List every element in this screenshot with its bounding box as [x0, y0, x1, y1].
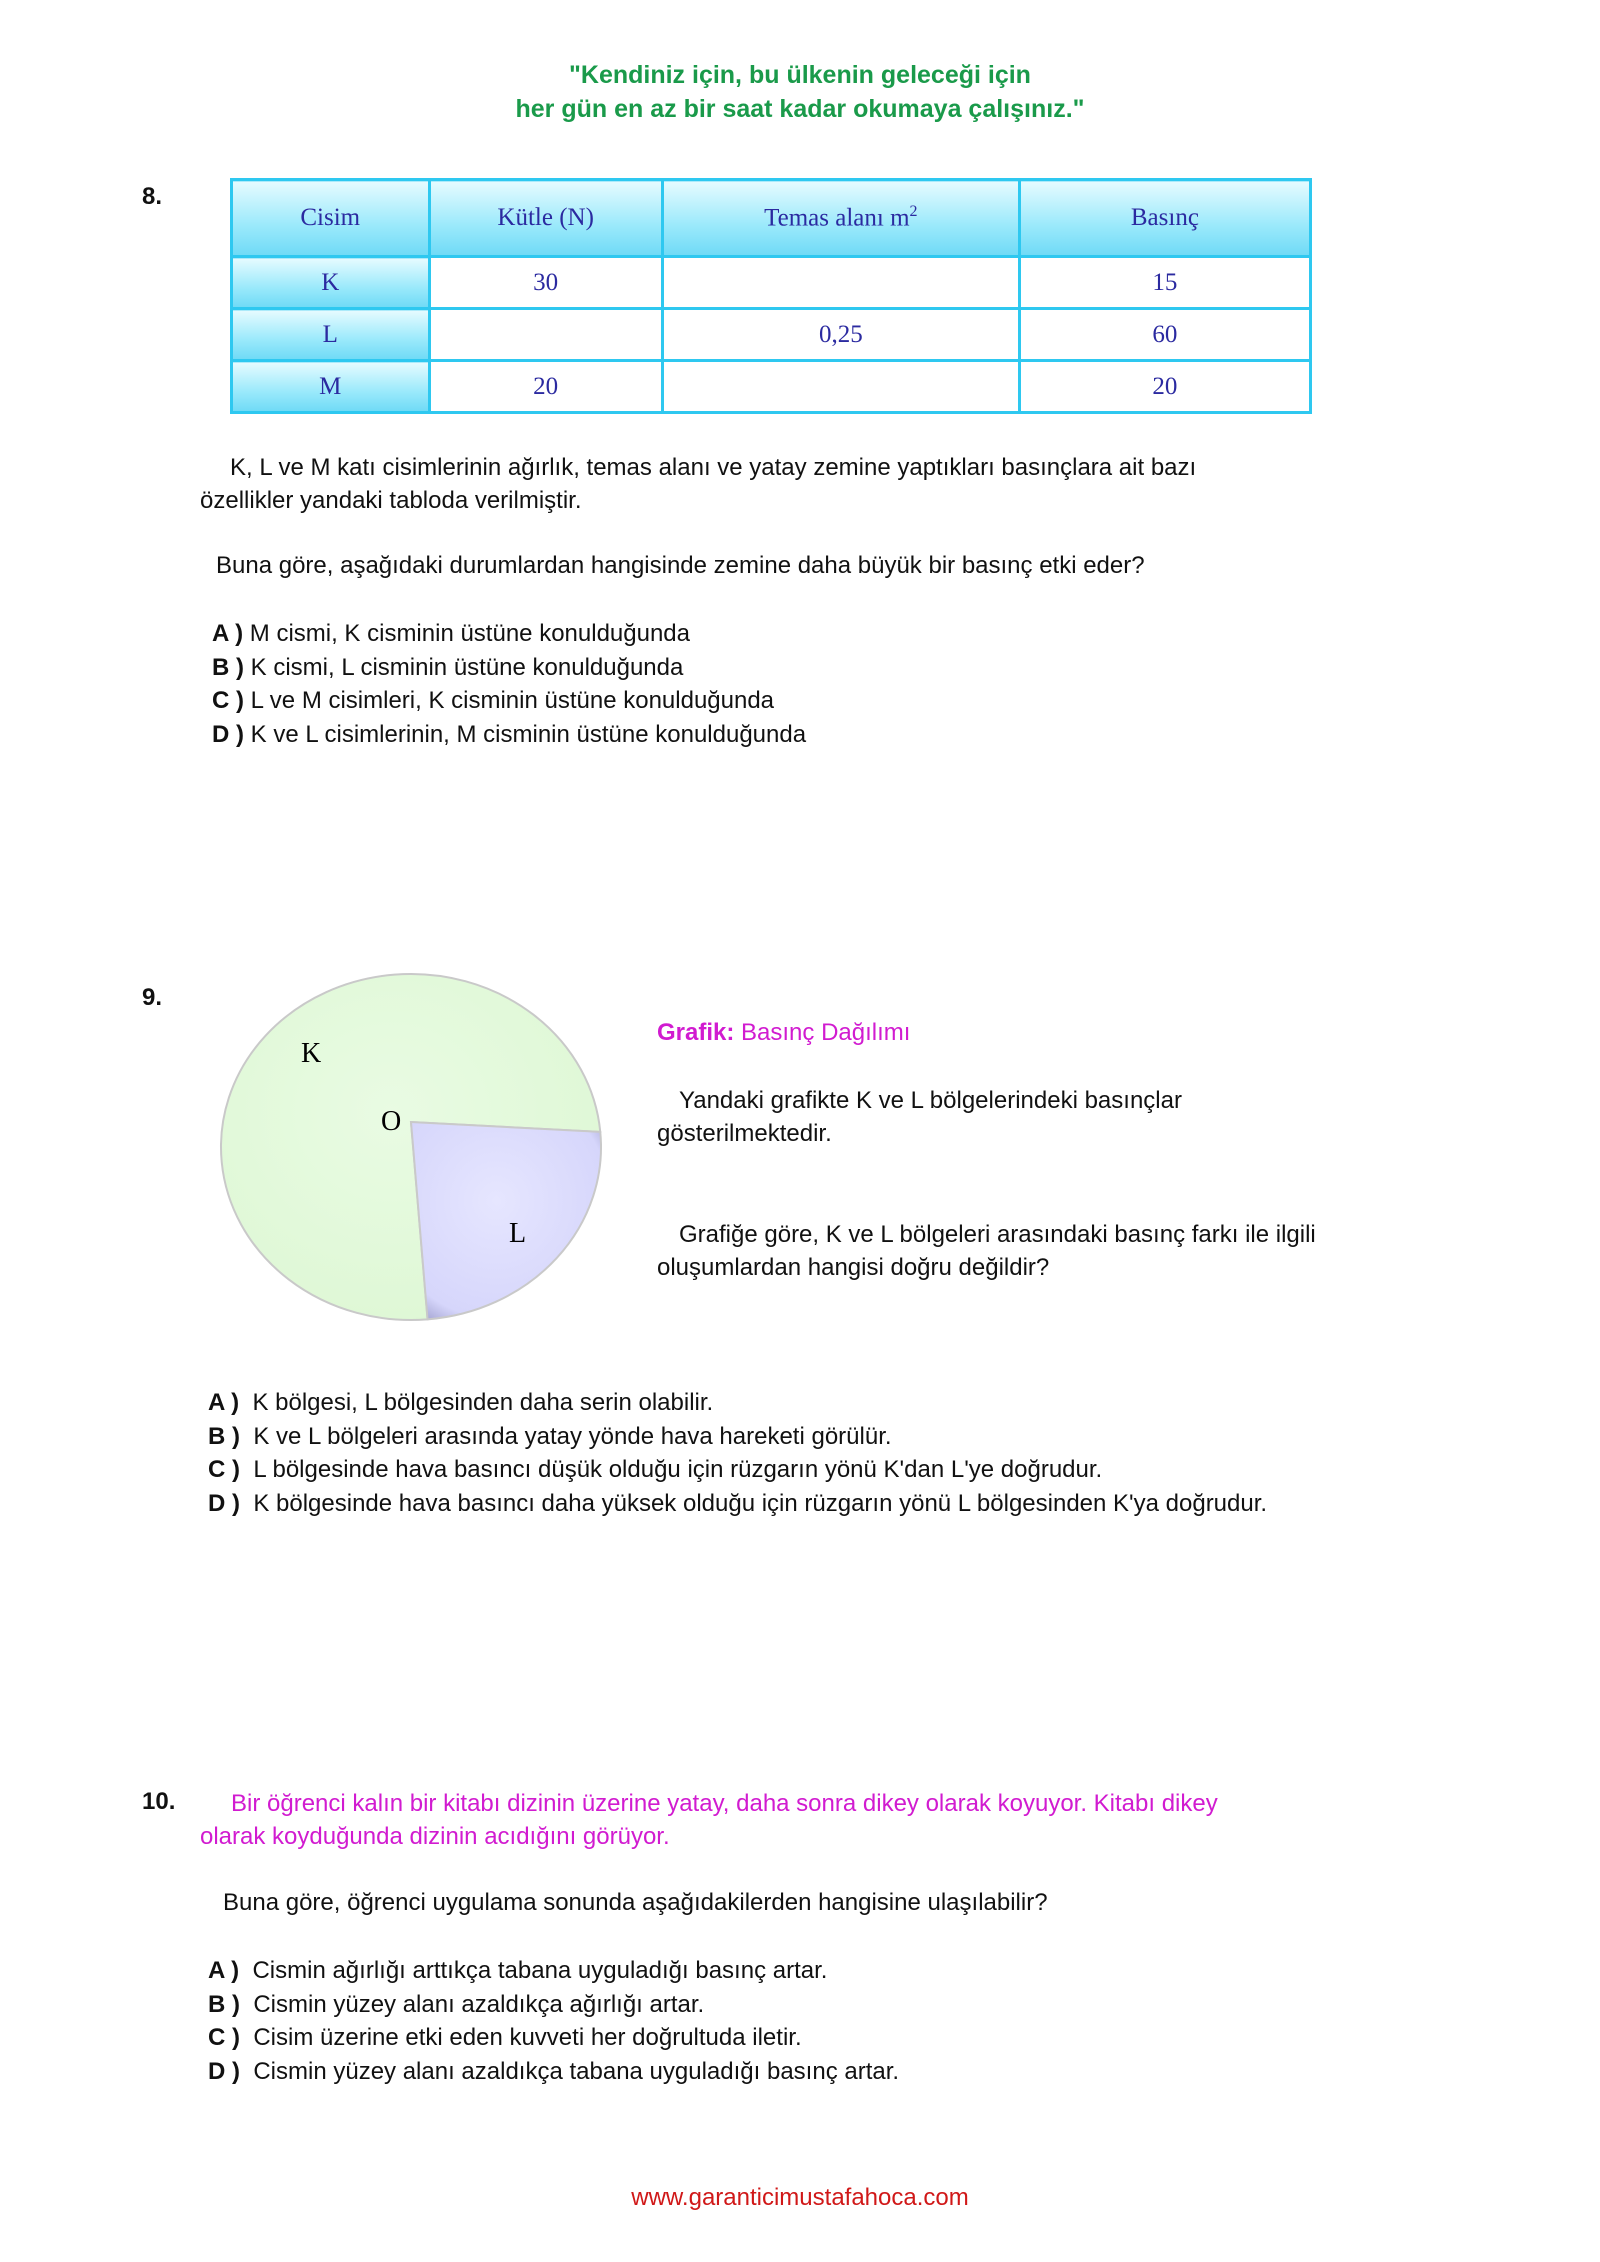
q9-question-line-1: Grafiğe göre, K ve L bölgeleri arasındaki basınç farkı ile ilgili: [679, 1221, 1316, 1248]
option-d[interactable]: [208, 2055, 899, 2089]
pie-label-l: L: [509, 1218, 527, 1249]
grafik-caption: [657, 1016, 910, 1049]
option-c[interactable]: [212, 684, 806, 718]
option-letter: D ): [208, 2057, 240, 2085]
header-line-1: "Kendiniz için, bu ülkenin geleceği için: [569, 61, 1031, 89]
option-text: L ve M cisimleri, K cisminin üstüne konulduğunda: [250, 687, 775, 714]
option-text: K bölgesi, L bölgesinden daha serin olabilir.: [252, 1389, 714, 1416]
question-9-number: 9.: [142, 984, 163, 1011]
option-a[interactable]: [208, 1954, 899, 1988]
option-text: K bölgesinde hava basıncı daha yüksek olduğu için rüzgarın yönü L bölgesinden K'ya doğrudur.: [253, 1489, 1268, 1517]
table-cell: L: [232, 309, 430, 361]
properties-table: [230, 178, 1312, 414]
option-b[interactable]: [208, 1988, 899, 2022]
option-c[interactable]: [208, 2021, 899, 2055]
option-text: L bölgesinde hava basıncı düşük olduğu için rüzgarın yönü K'dan L'ye doğrudur.: [253, 1456, 1103, 1483]
option-text: Cisim üzerine etki eden kuvveti her doğrultuda iletir.: [253, 2024, 802, 2051]
table-header-superscript: 2: [909, 203, 918, 221]
option-letter: B ): [208, 1422, 240, 1450]
option-letter: C ): [208, 1456, 240, 1483]
pressure-pie-chart: [205, 960, 625, 1330]
table-row: [232, 257, 1311, 309]
option-letter: D ): [208, 1489, 240, 1517]
table-cell: 30: [429, 257, 662, 309]
table-row: [232, 309, 1311, 361]
question-10-number: 10.: [142, 1788, 176, 1815]
header-line-2: her gün en az bir saat kadar okumaya çalışınız.": [515, 95, 1085, 123]
table-cell: K: [232, 257, 430, 309]
table-header-cell: [662, 180, 1019, 257]
table-cell: 20: [1019, 361, 1310, 413]
grafik-title: Basınç Dağılımı: [741, 1019, 911, 1046]
table-cell: M: [232, 361, 430, 413]
option-d[interactable]: [212, 718, 806, 752]
table-cell: 15: [1019, 257, 1310, 309]
q8-options: [212, 617, 806, 751]
table-cell: [662, 361, 1019, 413]
option-d[interactable]: [208, 1487, 1267, 1521]
option-text: Cismin yüzey alanı azaldıkça tabana uyguladığı basınç artar.: [253, 2057, 900, 2085]
pie-label-k: K: [301, 1038, 322, 1069]
grafik-prefix: Grafik:: [657, 1019, 735, 1046]
footer-url[interactable]: www.garanticimustafahoca.com: [631, 2184, 969, 2211]
option-letter: A ): [208, 1389, 240, 1416]
option-letter: D ): [212, 720, 244, 748]
page-header: [0, 58, 1600, 126]
q9-description-line-2: gösterilmektedir.: [657, 1120, 832, 1147]
option-text: Cismin ağırlığı arttıkça tabana uyguladığı basınç artar.: [252, 1957, 828, 1984]
q10-options: [208, 1954, 899, 2088]
option-text: K cismi, L cisminin üstüne konulduğunda: [250, 653, 684, 681]
option-letter: A ): [212, 620, 244, 647]
q8-paragraph-text-1: K, L ve M katı cisimlerinin ağırlık, temas alanı ve yatay zemine yaptıkları basınçlara ait bazı: [230, 454, 1197, 481]
option-text: K ve L bölgeleri arasında yatay yönde hava hareketi görülür.: [253, 1422, 892, 1450]
table-cell: [429, 309, 662, 361]
q10-intro-line-2: olarak koyduğunda dizinin acıdığını görüyor.: [200, 1823, 670, 1850]
pie-slice-l: [411, 1122, 601, 1319]
q9-description-line-1: Yandaki grafikte K ve L bölgelerindeki basınçlar: [679, 1087, 1182, 1114]
q8-paragraph-line-1: [200, 451, 1196, 484]
option-letter: C ): [212, 687, 244, 714]
option-text: K ve L cisimlerinin, M cisminin üstüne konulduğunda: [250, 720, 807, 748]
option-c[interactable]: [208, 1453, 1267, 1487]
q8-paragraph-line-2: özellikler yandaki tabloda verilmiştir.: [200, 487, 582, 514]
table-header-row: [232, 180, 1311, 257]
option-text: Cismin yüzey alanı azaldıkça ağırlığı artar.: [253, 1990, 705, 2018]
q9-options: [208, 1386, 1267, 1520]
q9-question: [657, 1218, 1316, 1284]
q9-question-line-2: oluşumlardan hangisi doğru değildir?: [657, 1254, 1050, 1281]
table-header-cell: Basınç: [1019, 180, 1310, 257]
q10-intro-line-1: Bir öğrenci kalın bir kitabı dizinin üzerine yatay, daha sonra dikey olarak koyuyor. Kitabı dikey: [231, 1790, 1218, 1817]
table-header-text: Temas alanı m: [764, 204, 910, 232]
table-cell: 60: [1019, 309, 1310, 361]
table-cell: 0,25: [662, 309, 1019, 361]
option-b[interactable]: [212, 651, 806, 685]
table-header-cell: Cisim: [232, 180, 430, 257]
table-cell: 20: [429, 361, 662, 413]
option-b[interactable]: [208, 1420, 1267, 1454]
option-letter: B ): [212, 653, 244, 681]
q8-question: Buna göre, aşağıdaki durumlardan hangisinde zemine daha büyük bir basınç etki eder?: [216, 552, 1145, 579]
table-row: [232, 361, 1311, 413]
q9-description: [657, 1084, 1182, 1150]
option-letter: A ): [208, 1957, 240, 1984]
table-header-cell: Kütle (N): [429, 180, 662, 257]
pie-label-o: O: [381, 1106, 402, 1137]
option-a[interactable]: [208, 1386, 1267, 1420]
option-a[interactable]: [212, 617, 806, 651]
q10-question: Buna göre, öğrenci uygulama sonunda aşağıdakilerden hangisine ulaşılabilir?: [223, 1889, 1048, 1916]
option-text: M cismi, K cisminin üstüne konulduğunda: [249, 620, 690, 647]
option-letter: B ): [208, 1990, 240, 2018]
option-letter: C ): [208, 2024, 240, 2051]
table-cell: [662, 257, 1019, 309]
question-8-number: 8.: [142, 183, 163, 210]
